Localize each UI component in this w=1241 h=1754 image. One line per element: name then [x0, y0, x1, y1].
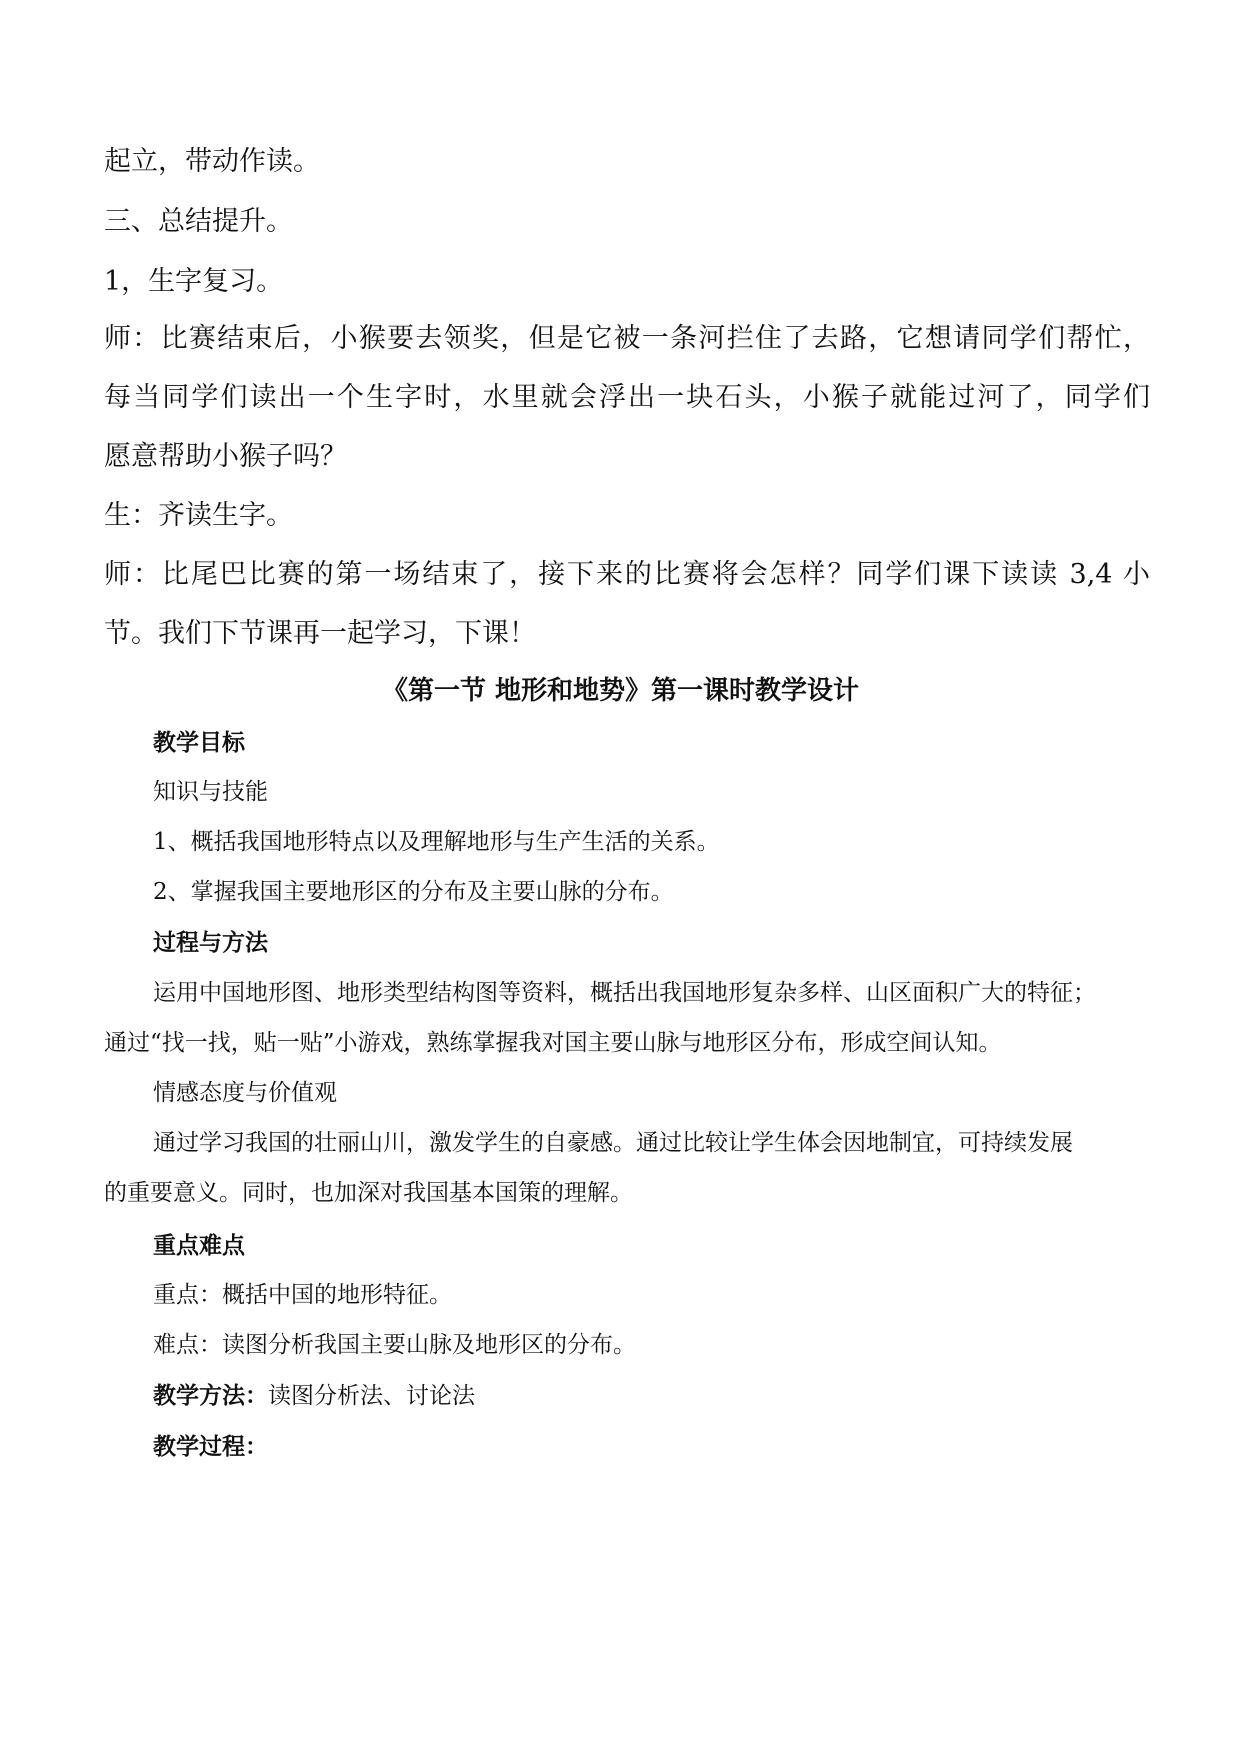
goals-heading: 教学目标: [153, 729, 245, 756]
emotion-line-2: 的重要意义。同时，也加深对我国基本国策的理解。: [104, 1180, 633, 1206]
emotion-heading: 情感态度与价值观: [153, 1080, 337, 1106]
page-title: 《第一节 地形和地势》第一课时教学设计: [381, 676, 860, 706]
key-point: 重点：概括中国的地形特征。: [153, 1282, 452, 1308]
method-line: [153, 1384, 475, 1408]
difficult-point: 难点：读图分析我国主要山脉及地形区的分布。: [153, 1332, 636, 1358]
knowledge-heading: 知识与技能: [153, 779, 268, 805]
key-heading: 重点难点: [153, 1232, 245, 1259]
knowledge-item-2: 2、掌握我国主要地形区的分布及主要山脉的分布。: [153, 879, 674, 905]
knowledge-item-1: 1、概括我国地形特点以及理解地形与生产生活的关系。: [153, 829, 720, 855]
process-line-2: 通过“找一找，贴一贴”小游戏，熟练掌握我对国主要山脉与地形区分布，形成空间认知。: [104, 1030, 1002, 1056]
section-heading-summary: 三、总结提升。: [104, 206, 293, 237]
text-line-stand-up: 起立，带动作读。: [104, 146, 320, 177]
student-line: 生：齐读生字。: [104, 500, 293, 531]
teacher2-line-2: 节。我们下节课再一起学习，下课！: [104, 618, 536, 649]
teacher-line-3: 愿意帮助小猴子吗？: [104, 441, 347, 472]
list-item-review: 1，生字复习。: [104, 266, 284, 297]
process-line-1: 运用中国地形图、地形类型结构图等资料，概括出我国地形复杂多样、山区面积广大的特征；: [153, 980, 1096, 1006]
teacher-line-2: 每当同学们读出一个生字时，水里就会浮出一块石头，小猴子就能过河了，同学们: [104, 382, 1150, 413]
method-value: 读图分析法、讨论法: [268, 1383, 475, 1409]
method-label: 教学方法：: [153, 1382, 268, 1409]
process-heading: 过程与方法: [153, 929, 268, 956]
procedure-heading: 教学过程：: [153, 1433, 268, 1460]
teacher2-line-1: 师：比尾巴比赛的第一场结束了，接下来的比赛将会怎样？同学们课下读读 3,4 小: [104, 559, 1150, 590]
emotion-line-1: 通过学习我国的壮丽山川，激发学生的自豪感。通过比较让学生体会因地制宜，可持续发展: [153, 1130, 1073, 1156]
teacher-line-1: 师：比赛结束后，小猴要去领奖，但是它被一条河拦住了去路，它想请同学们帮忙，: [104, 323, 1150, 354]
